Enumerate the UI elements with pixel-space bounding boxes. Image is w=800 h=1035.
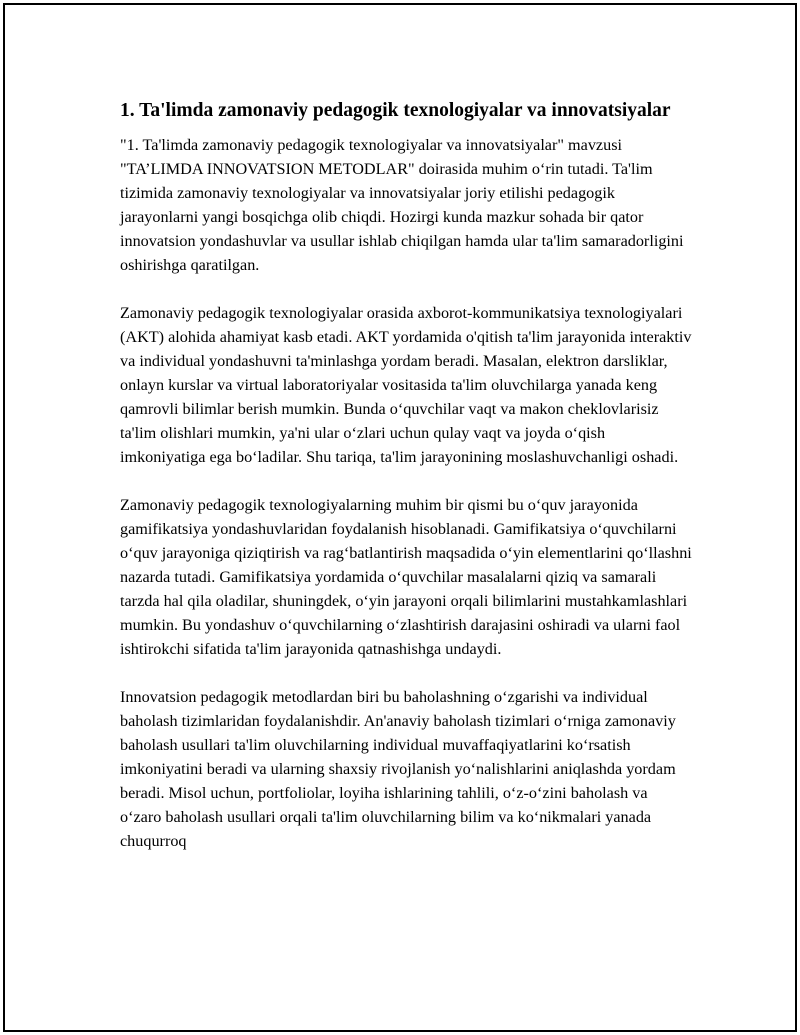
section-heading: 1. Ta'limda zamonaviy pedagogik texnologiyalar va innovatsiyalar (120, 100, 671, 121)
document-page (3, 3, 797, 1032)
paragraph-1: "1. Ta'limda zamonaviy pedagogik texnologiyalar va innovatsiyalar" mavzusi "TA’LIMDA INNOVATSION METODLAR" doirasida muhim o‘rin tutadi. Ta'lim tizimida zamonaviy texnologiyalar va innovatsiyalar joriy etilishi pedagogik jarayonlarni yangi bosqichga olib chiqdi. Hozirgi kunda mazkur sohada bir qator innovatsion yondashuvlar va usullar ishlab chiqilgan hamda ular ta'lim samaradorligini oshirishga qaratilgan. (120, 136, 684, 274)
paragraph-2: Zamonaviy pedagogik texnologiyalar orasida axborot-kommunikatsiya texnologiyalari (AKT) alohida ahamiyat kasb etadi. AKT yordamida o'qitish ta'lim jarayonida interaktiv va individual yondashuvni ta'minlashga yordam beradi. Masalan, elektron darsliklar, onlayn kurslar va virtual laboratoriyalar vositasida ta'lim oluvchilarga yanada keng qamrovli bilimlar berish mumkin. Bunda o‘quvchilar vaqt va makon cheklovlarisiz ta'lim olishlari mumkin, ya'ni ular o‘zlari uchun qulay vaqt va joyda o‘qish imkoniyatiga ega bo‘ladilar. Shu tariqa, ta'lim jarayonining moslashuvchanligi oshadi. (120, 304, 692, 466)
paragraph-3: Zamonaviy pedagogik texnologiyalarning muhim bir qismi bu o‘quv jarayonida gamifikatsiya yondashuvlaridan foydalanish hisoblanadi. Gamifikatsiya o‘quvchilarni o‘quv jarayoniga qiziqtirish va rag‘batlantirish maqsadida o‘yin elementlarini qo‘llashni nazarda tutadi. Gamifikatsiya yordamida o‘quvchilar masalalarni qiziq va samarali tarzda hal qila oladilar, shuningdek, o‘yin jarayoni orqali bilimlarini mustahkamlashlari mumkin. Bu yondashuv o‘quvchilarning o‘zlashtirish darajasini oshiradi va ularni faol ishtirokchi sifatida ta'lim jarayonida qatnashishga undaydi. (120, 496, 692, 658)
paragraph-4: Innovatsion pedagogik metodlardan biri bu baholashning o‘zgarishi va individual baholash tizimlaridan foydalanishdir. An'anaviy baholash tizimlari o‘rniga zamonaviy baholash usullari ta'lim oluvchilarning individual muvaffaqiyatlarini ko‘rsatish imkoniyatini beradi va ularning shaxsiy rivojlanish yo‘nalishlarini aniqlashda yordam beradi. Misol uchun, portfoliolar, loyiha ishlarining tahlili, o‘z-o‘zini baholash va o‘zaro baholash usullari orqali ta'lim oluvchilarning bilim va ko‘nikmalari yanada chuqurroq (120, 688, 676, 850)
document-body (120, 97, 692, 877)
